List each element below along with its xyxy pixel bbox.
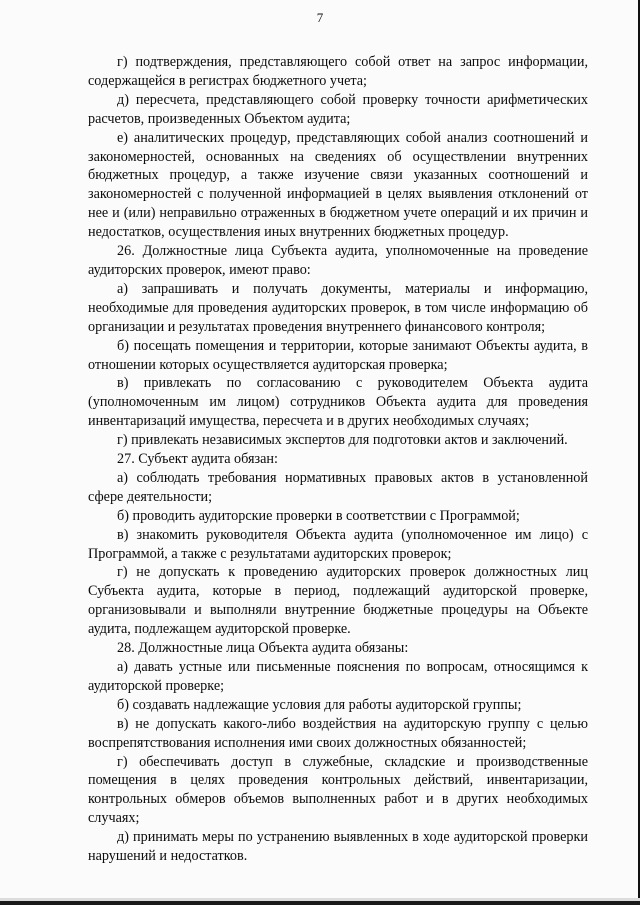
paragraph-clause-26-item-a: а) запрашивать и получать документы, материалы и информацию, необходимые для проведения аудиторских проверок, в том числе информацию об организации и результатах проведения внутреннего финансового контроля; [88,280,588,335]
paragraph-clause-28-item-v: в) не допускать какого-либо воздействия на аудиторскую группу с целью воспрепятствования исполнения ими своих должностных обязанностей; [88,715,588,751]
paragraph-clause-26-item-g: г) привлекать независимых экспертов для подготовки актов и заключений. [117,432,568,449]
paragraph-clause-27: 27. Субъект аудита обязан: [117,451,278,468]
document-body [88,53,588,866]
paragraph-clause-26-item-v: в) привлекать по согласованию с руководителем Объекта аудита (уполномоченным им лицом) сотрудников Объекта аудита для проведения инвентаризаций имущества, пересчета и в других необходимых случаях; [88,375,588,430]
paragraph-clause-27-item-g: г) не допускать к проведению аудиторских проверок должностных лиц Субъекта аудита, которые в период, подлежащий аудиторской проверке, организовывали и выполняли внутренние бюджетные процедуры на Объекте аудита, подлежащем аудиторской проверке. [88,564,588,638]
paragraph-clause-28: 28. Должностные лица Объекта аудита обязаны: [117,640,409,657]
paragraph-item-e-analytical-procedures: е) аналитических процедур, представляющих собой анализ соотношений и закономерностей, основанных на сведениях об осуществлении внутренних бюджетных процедур, а также изучение связи указанных соотношений и закономерностей с полученной информацией в целях выявления отклонений от нее и (или) неправильно отраженных в бюджетном учете операций и их причин и недостатков, осуществления иных внутренних бюджетных процедур. [88,129,588,241]
paragraph-clause-28-item-d: д) принимать меры по устранению выявленных в ходе аудиторской проверки нарушений и недостатков. [88,829,588,865]
paragraph-clause-28-item-a: а) давать устные или письменные пояснения по вопросам, относящимся к аудиторской проверке; [88,659,588,694]
page-number: 7 [316,10,324,25]
paragraph-clause-26-item-b: б) посещать помещения и территории, которые занимают Объекты аудита, в отношении которых осуществляется аудиторская проверка; [88,337,588,373]
paragraph-clause-26: 26. Должностные лица Субъекта аудита, уполномоченные на проведение аудиторских проверок, имеют право: [88,243,588,278]
paragraph-item-d-recalculation: д) пересчета, представляющего собой проверку точности арифметических расчетов, произведенных Объектом аудита; [88,91,588,127]
paragraph-clause-27-item-a: а) соблюдать требования нормативных правовых актов в установленной сфере деятельности; [88,469,588,505]
paragraph-clause-27-item-v: в) знакомить руководителя Объекта аудита (уполномоченное им лицо) с Программой, а также с результатами аудиторских проверок; [88,526,588,562]
paragraph-clause-28-item-g: г) обеспечивать доступ в служебные, складские и производственные помещения в целях проведения контрольных действий, инвентаризации, контрольных обмеров объемов выполненных работ и в других необходимых случаях; [88,753,588,827]
scan-edge-bottom [0,901,640,905]
paragraph-clause-27-item-b: б) проводить аудиторские проверки в соответствии с Программой; [117,507,520,524]
paragraph-item-g-confirmation: г) подтверждения, представляющего собой ответ на запрос информации, содержащейся в регистрах бюджетного учета; [88,54,588,89]
paragraph-clause-28-item-b: б) создавать надлежащие условия для работы аудиторской группы; [117,696,522,713]
